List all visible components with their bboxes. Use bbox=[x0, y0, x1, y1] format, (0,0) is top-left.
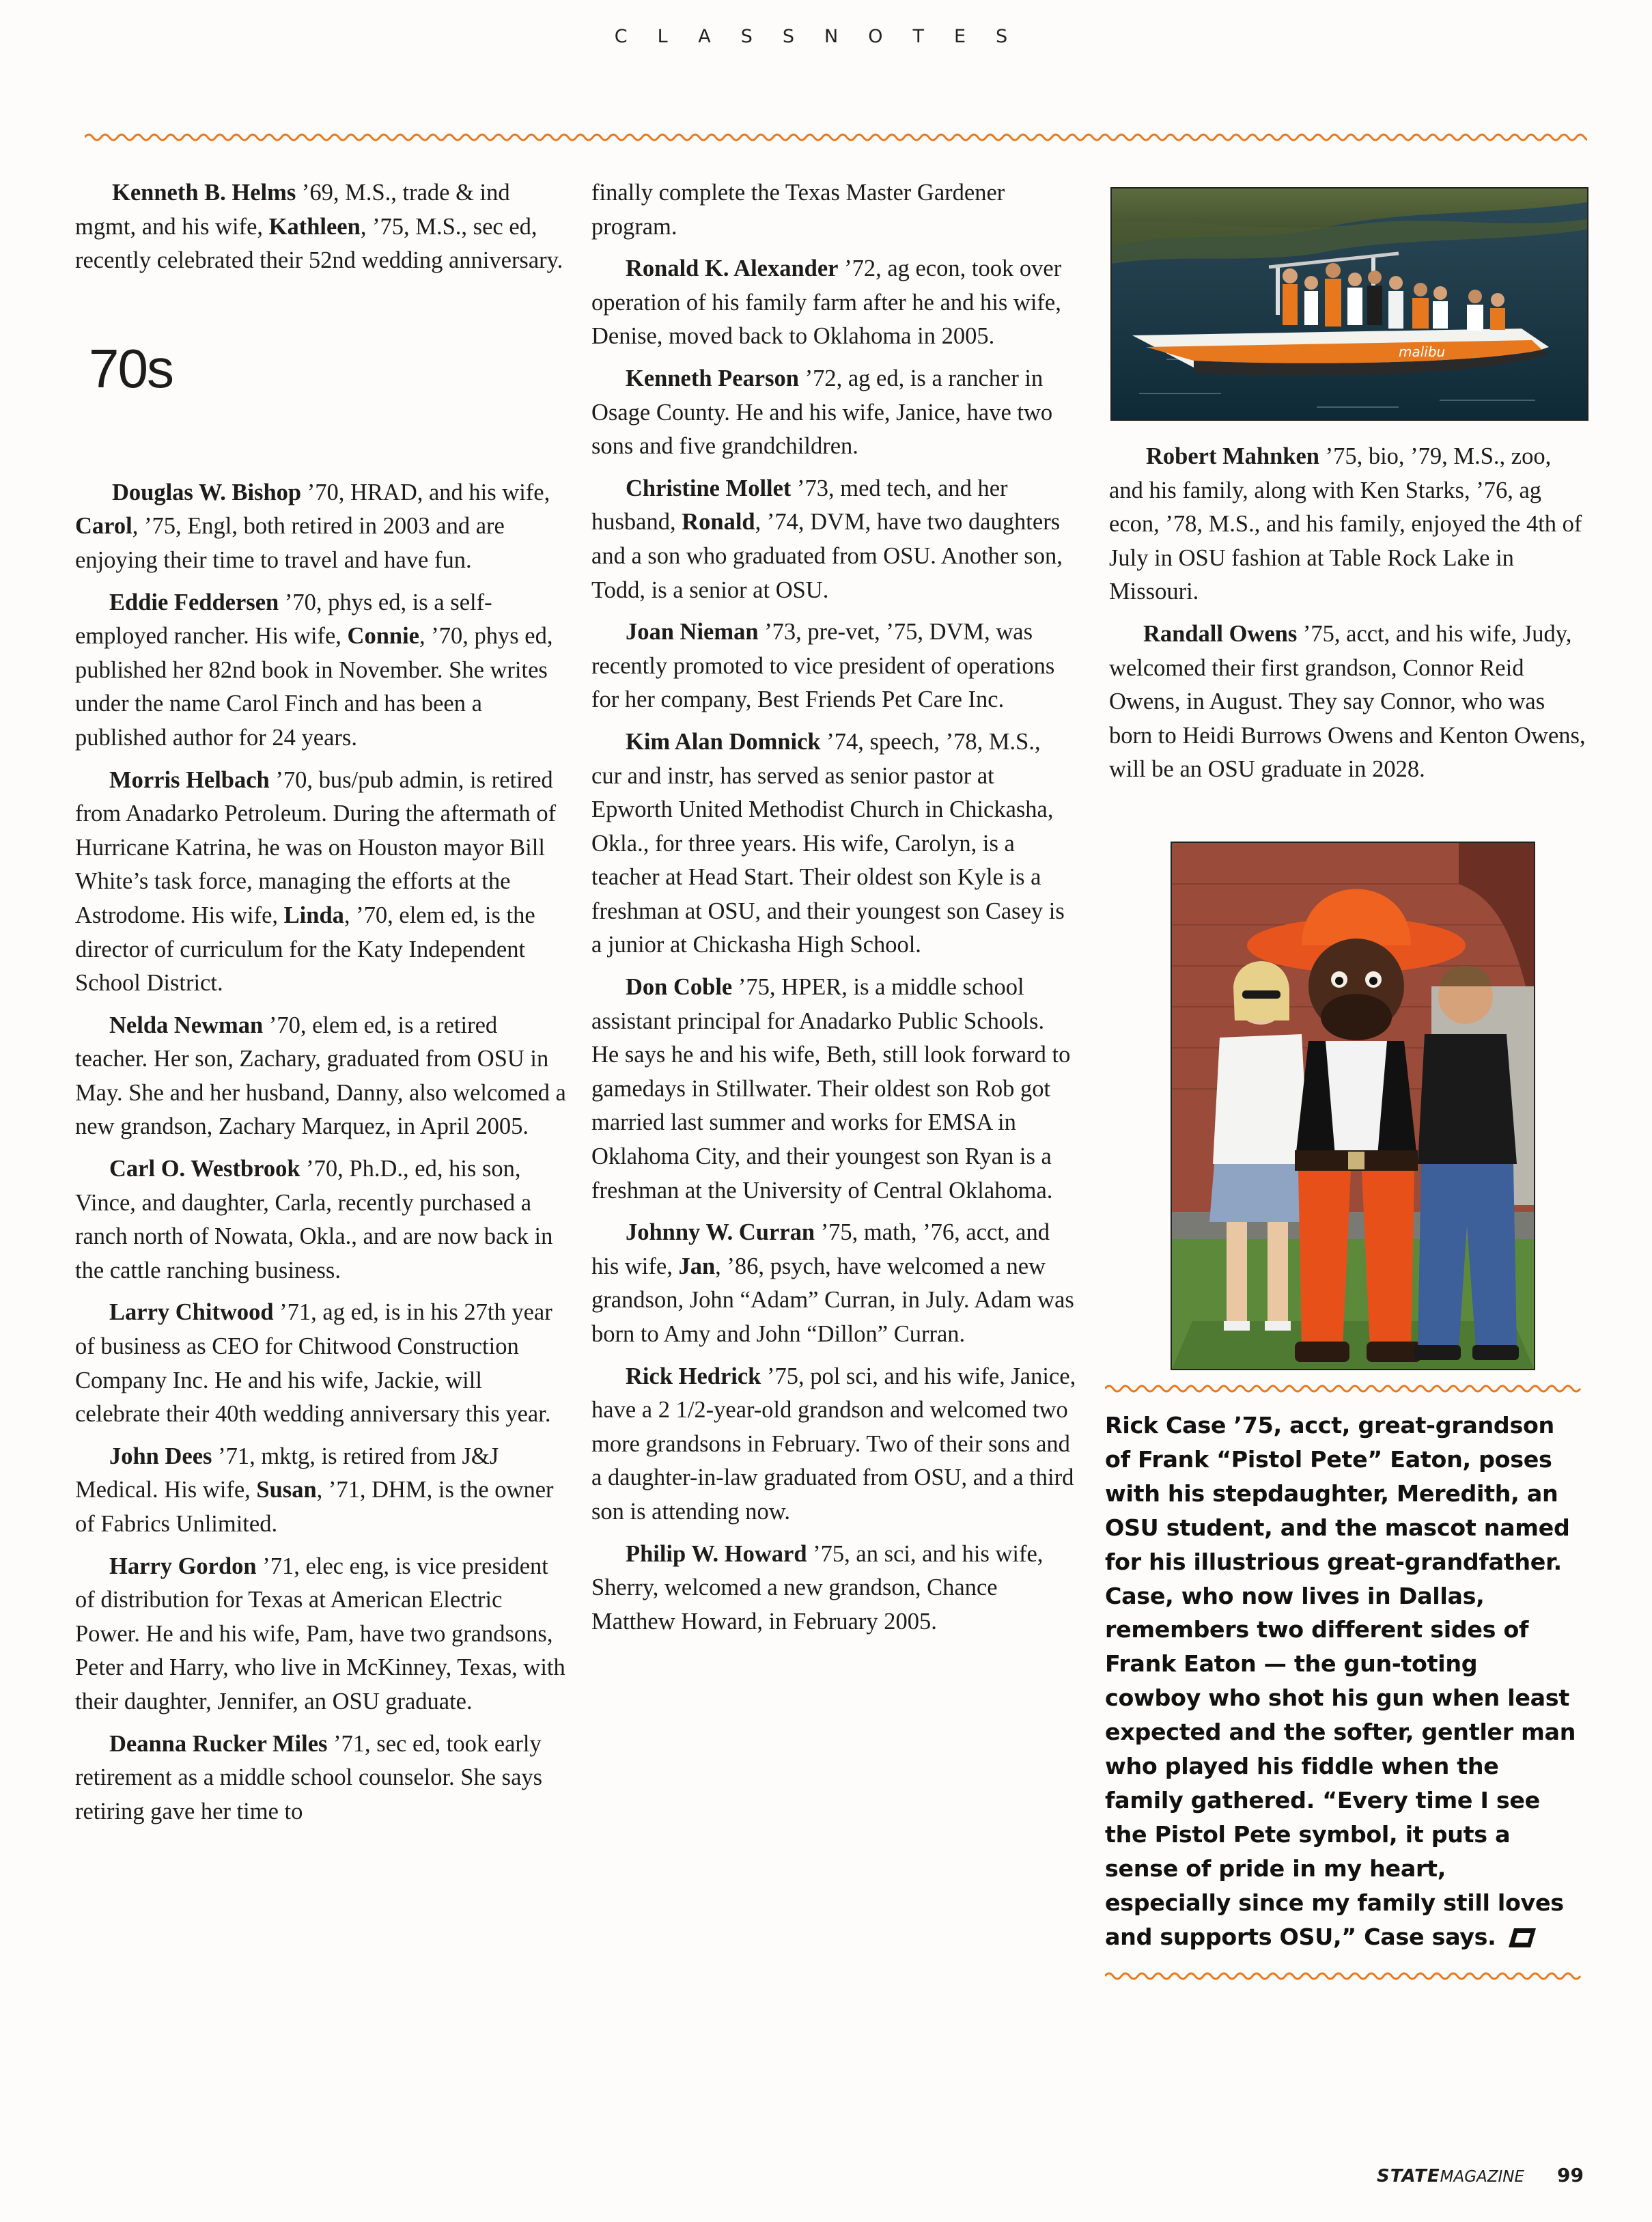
magazine-brand: STATE bbox=[1377, 2166, 1440, 2186]
mascot-photo bbox=[1171, 842, 1535, 1370]
note-intro: Kenneth B. Helms ’69, M.S., trade & ind mgmt, and his wife, Kathleen, ’75, M.S., sec ed, recently celebrated their 52nd wedding anniversary. bbox=[75, 180, 563, 274]
note-entry: Nelda Newman ’70, elem ed, is a retired teacher. Her son, Zachary, graduated from OSU in May. She and her husband, Danny, also welcomed a new grandson, Zachary Marquez, in April 2005. bbox=[75, 1012, 566, 1140]
magazine-brand-suffix: MAGAZINE bbox=[1440, 2168, 1525, 2186]
section-label: CLASSNOTES bbox=[614, 26, 1038, 47]
note-continuation: finally complete the Texas Master Gardener program. bbox=[591, 180, 1005, 240]
note-spouse-name: Kathleen bbox=[268, 213, 361, 240]
boat-photo bbox=[1110, 187, 1588, 421]
boat-photo-illustration bbox=[1112, 189, 1587, 419]
column-1 bbox=[75, 176, 567, 1837]
note-entry: Eddie Feddersen ’70, phys ed, is a self-employed rancher. His wife, Connie, ’70, phys ed, published her 82nd book in November. She writes under the name Carol Finch and has been a published author for 24 years. bbox=[75, 589, 553, 751]
note-entry: Don Coble ’75, HPER, is a middle school assistant principal for Anadarko Public Schools. He says he and his wife, Beth, still look forward to gamedays in Stillwater. Their oldest son Rob got married last summer and works for EMSA in Oklahoma City, and their youngest son Ryan is a freshman at the University of Central Oklahoma. bbox=[591, 974, 1071, 1204]
top-wave-divider bbox=[85, 130, 1587, 145]
note-entry: Kim Alan Domnick ’74, speech, ’78, M.S., cur and instr, has served as senior pastor at Epworth United Methodist Church in Chickasha, Okla., for three years. His wife, Carolyn, is a teacher at Head Start. Their oldest son Kyle is a freshman at OSU, and their youngest son Casey is a junior at Chickasha High School. bbox=[591, 728, 1065, 958]
decade-heading: 70s bbox=[89, 337, 173, 399]
note-entry: Robert Mahnken ’75, bio, ’79, M.S., zoo, and his family, along with Ken Starks, ’76, ag econ, ’78, M.S., and his family, enjoyed the 4th of July in OSU fashion at Table Rock Lake in Missouri. bbox=[1109, 443, 1582, 605]
note-entry: John Dees ’71, mktg, is retired from J&J Medical. His wife, Susan, ’71, DHM, is the owner of Fabrics Unlimited. bbox=[75, 1443, 554, 1537]
mascot-photo-illustration bbox=[1172, 843, 1534, 1369]
photo-caption: Rick Case ’75, acct, great-grandson of Frank “Pistol Pete” Eaton, poses with his stepdaughter, Meredith, an OSU student, and the mascot named for his illustrious great-grandfather. Case, who now lives in Dallas, remembers two different sides of Frank Eaton — the gun-toting cowboy who shot his gun when least expected and the softer, gentler man who played his fiddle when the family gathered. “Every time I see the Pistol Pete symbol, it puts a sense of pride in my heart, especially since my family still loves and supports OSU,” Case says. bbox=[1105, 1412, 1576, 1950]
note-entry: Rick Hedrick ’75, pol sci, and his wife, Janice, have a 2 1/2-year-old grandson and welcomed two more grandsons in February. Two of their sons and a daughter-in-law graduated from OSU, and a third son is attending now. bbox=[591, 1363, 1076, 1525]
page-number: 99 bbox=[1557, 2164, 1584, 2186]
note-entry: Deanna Rucker Miles ’71, sec ed, took early retirement as a middle school counselor. She says retiring gave her time to bbox=[75, 1730, 543, 1824]
page-footer bbox=[1377, 2164, 1584, 2186]
note-entry: Christine Mollet ’73, med tech, and her husband, Ronald, ’74, DVM, have two daughters and a son who graduated from OSU. Another son, Todd, is a senior at OSU. bbox=[591, 475, 1063, 603]
caption-bottom-wave bbox=[1105, 1969, 1583, 1984]
note-entry: Philip W. Howard ’75, an sci, and his wife, Sherry, welcomed a new grandson, Chance Matthew Howard, in February 2005. bbox=[591, 1540, 1044, 1635]
caption-top-wave bbox=[1105, 1381, 1583, 1396]
column-3 bbox=[1109, 440, 1590, 795]
note-entry: Morris Helbach ’70, bus/pub admin, is retired from Anadarko Petroleum. During the aftermath of Hurricane Katrina, he was on Houston mayor Bill White’s task force, managing the efforts at the Astrodome. His wife, Linda, ’70, elem ed, is the director of curriculum for the Katy Independent School District. bbox=[75, 766, 557, 997]
note-entry: Randall Owens ’75, acct, and his wife, Judy, welcomed their first grandson, Connor Reid Owens, in August. They say Connor, who was born to Heidi Burrows Owens and Kenton Owens, will be an OSU graduate in 2028. bbox=[1109, 620, 1586, 783]
note-entry: Joan Nieman ’73, pre-vet, ’75, DVM, was recently promoted to vice president of operations for her company, Best Friends Pet Care Inc. bbox=[591, 619, 1055, 713]
note-entry: Johnny W. Curran ’75, math, ’76, acct, and his wife, Jan, ’86, psych, have welcomed a new grandson, John “Adam” Curran, in July. Adam was born to Amy and John “Dillon” Curran. bbox=[591, 1219, 1074, 1347]
note-entry: Ronald K. Alexander ’72, ag econ, took over operation of his family farm after he and his wife, Denise, moved back to Oklahoma in 2005. bbox=[591, 255, 1062, 350]
note-entry: Harry Gordon ’71, elec eng, is vice president of distribution for Texas at American Electric Power. He and his wife, Pam, have two grandsons, Peter and Harry, who live in McKinney, Texas, with their daughter, Jennifer, an OSU graduate. bbox=[75, 1553, 565, 1714]
note-entry: Kenneth Pearson ’72, ag ed, is a rancher in Osage County. He and his wife, Janice, have two sons and five grandchildren. bbox=[591, 365, 1053, 460]
note-name: Kenneth B. Helms bbox=[112, 180, 296, 206]
column-2 bbox=[591, 176, 1076, 1647]
boat-hull-text: malibu bbox=[1399, 344, 1446, 360]
note-entry: Carl O. Westbrook ’70, Ph.D., ed, his son, Vince, and daughter, Carla, recently purchased a ranch north of Nowata, Okla., and are now back in the cattle ranching business. bbox=[75, 1156, 553, 1283]
osu-logo-icon bbox=[1506, 1927, 1539, 1949]
note-entry: Larry Chitwood ’71, ag ed, is in his 27th year of business as CEO for Chitwood Construction Company Inc. He and his wife, Jackie, will celebrate their 40th wedding anniversary this year. bbox=[75, 1299, 552, 1428]
note-entry: Douglas W. Bishop ’70, HRAD, and his wife, Carol, ’75, Engl, both retired in 2003 and are enjoying their time to travel and have fun. bbox=[75, 479, 550, 573]
